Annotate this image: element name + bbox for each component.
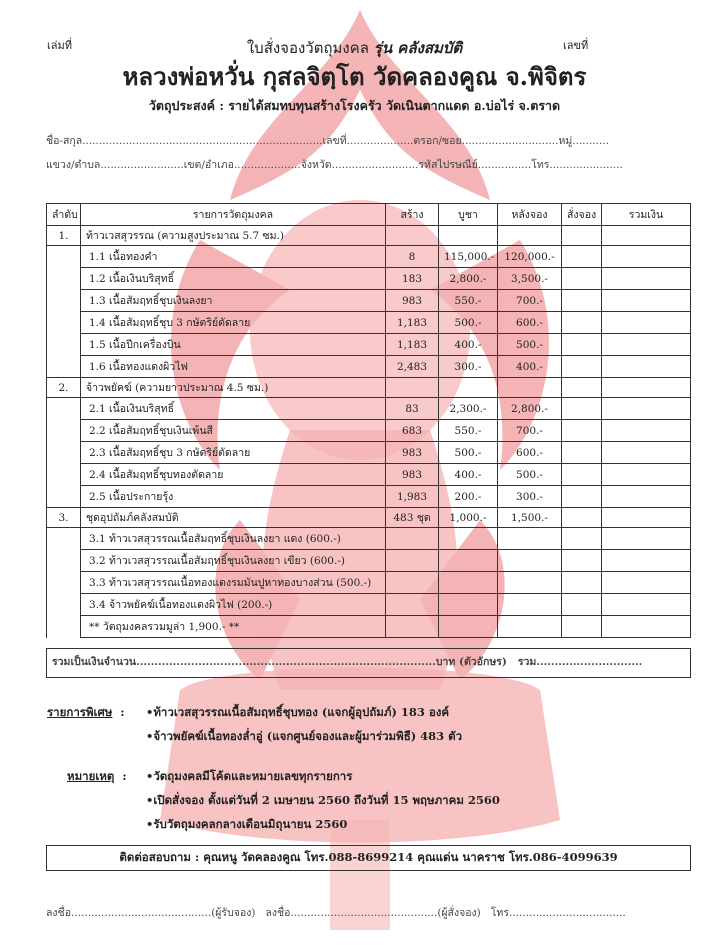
item-made: 83 (386, 398, 439, 420)
special-section: รายการพิเศษ : (47, 705, 125, 719)
sum-label: รวม (517, 656, 537, 668)
sign1-label: ลงชื่อ (46, 907, 71, 919)
special-list (146, 700, 462, 748)
after-price (498, 226, 562, 246)
special-item: •จ้าวพยัคฆ์เนื้อทองล่ำอู่ (แจกศูนย์จองและผู้มาร่วมพิธี) 483 ตัว (146, 729, 463, 743)
notes-list (146, 764, 500, 836)
item-name: 2.1 เนื้อเงินบริสุทธิ์ (81, 398, 386, 420)
order-qty-cell[interactable] (562, 312, 602, 334)
province-label: จังหวัด (300, 159, 332, 171)
total-amount-cell[interactable] (602, 420, 691, 442)
item-after: 700.- (498, 420, 562, 442)
blank-no-cell (47, 334, 81, 356)
blank-no-cell (47, 398, 81, 420)
total-amount-cell[interactable] (602, 508, 691, 528)
item-name: 1.6 เนื้อทองแดงผิวไฟ (81, 356, 386, 378)
table-row (47, 550, 691, 572)
col-header-made: สร้าง (386, 204, 439, 226)
total-amount-cell[interactable] (602, 398, 691, 420)
order-title-text: ใบสั่งจองวัตถุมงคล (246, 39, 369, 57)
contact-text: ติดต่อสอบถาม : คุณหนู วัดคลองคูณ โทร.088-8699214 คุณแด่น นาคราช โทร.086-4099639 (119, 850, 618, 864)
item-name: ** วัตถุมงคลรวมมูล่า 1,900.- ** (81, 616, 386, 638)
order-qty-cell[interactable] (562, 268, 602, 290)
house-no-label: เลขที่ (322, 135, 347, 147)
blank-no-cell (47, 290, 81, 312)
total-line (52, 655, 642, 669)
order-qty-cell[interactable] (562, 508, 602, 528)
table-row (47, 246, 691, 268)
order-qty-cell[interactable] (562, 398, 602, 420)
blank-no-cell (47, 420, 81, 442)
order-qty-cell[interactable] (562, 356, 602, 378)
order-qty-cell[interactable] (562, 420, 602, 442)
total-amount-cell[interactable] (602, 356, 691, 378)
blank-no-cell (47, 572, 81, 594)
blank-no-cell (47, 442, 81, 464)
item-after: 700.- (498, 290, 562, 312)
main-title: หลวงพ่อหวั่น กุสลจิตฺโต วัดคลองคูณ จ.พิจิตร (122, 62, 587, 91)
item-after (498, 550, 562, 572)
postcode-field[interactable]: ................ (477, 159, 532, 171)
sum-field[interactable]: ............................. (536, 656, 643, 668)
item-price: 500.- (439, 312, 498, 334)
order-qty-cell[interactable] (562, 246, 602, 268)
item-made (386, 616, 439, 638)
order-qty-cell[interactable] (562, 442, 602, 464)
district-label: เขต/อำเภอ (183, 159, 234, 171)
item-name: 1.4 เนื้อสัมฤทธิ์ชุบ 3 กษัตริย์ตัดลาย (81, 312, 386, 334)
item-after: 300.- (498, 486, 562, 508)
total-amount-cell[interactable] (602, 486, 691, 508)
item-after: 600.- (498, 312, 562, 334)
item-made: 8 (386, 246, 439, 268)
subdistrict-field[interactable]: ......................... (100, 159, 184, 171)
item-made: 983 (386, 442, 439, 464)
col-header-after: หลังจอง (498, 204, 562, 226)
item-price: 400.- (439, 334, 498, 356)
order-qty-cell[interactable] (562, 594, 602, 616)
total-amount-cell[interactable] (602, 334, 691, 356)
total-amount-cell[interactable] (602, 442, 691, 464)
item-name: 3.2 ท้าวเวสสุวรรณเนื้อสัมฤทธิ์ชุบเงินลงยา เขียว (600.-) (81, 550, 386, 572)
item-after: 400.- (498, 356, 562, 378)
total-amount-cell[interactable] (602, 268, 691, 290)
total-amount-cell[interactable] (602, 246, 691, 268)
orderer-sign-field[interactable]: ............................................ (290, 907, 438, 919)
blank-no-cell (47, 528, 81, 550)
section-row (47, 378, 691, 398)
district-field[interactable]: .................... (233, 159, 301, 171)
total-amount-cell[interactable] (602, 226, 691, 246)
item-price: 550.- (439, 420, 498, 442)
order-title (0, 38, 709, 58)
item-price: 400.- (439, 464, 498, 486)
number-label: เลขที่ (563, 39, 589, 52)
item-made: 983 (386, 290, 439, 312)
item-after (498, 616, 562, 638)
order-qty-cell[interactable] (562, 486, 602, 508)
note-item: •เปิดสั่งจอง ตั้งแต่วันที่ 2 เมษายน 2560 ถึงวันที่ 15 พฤษภาคม 2560 (146, 793, 500, 807)
phone-label: โทร (531, 159, 550, 171)
moo-label: หมู่ (558, 135, 573, 147)
section-number: 1. (47, 226, 81, 246)
item-price: 300.- (439, 356, 498, 378)
item-price: 2,800.- (439, 268, 498, 290)
item-name: 1.1 เนื้อทองคำ (81, 246, 386, 268)
section-number: 3. (47, 508, 81, 528)
item-made: 183 (386, 268, 439, 290)
table-row (47, 312, 691, 334)
order-qty-cell[interactable] (562, 616, 602, 638)
order-qty-cell[interactable] (562, 378, 602, 398)
item-made: 983 (386, 464, 439, 486)
blank-no-cell (47, 246, 81, 268)
item-after: 600.- (498, 442, 562, 464)
total-words-field[interactable]: .................................................................................. (136, 656, 436, 668)
order-qty-cell[interactable] (562, 572, 602, 594)
section-number: 2. (47, 378, 81, 398)
total-amount-cell[interactable] (602, 616, 691, 638)
sign2-label: ลงชื่อ (265, 907, 291, 919)
after-price (498, 378, 562, 398)
table-row (47, 442, 691, 464)
table-row (47, 594, 691, 616)
order-qty-cell[interactable] (562, 334, 602, 356)
total-amount-cell[interactable] (602, 378, 691, 398)
col-header-item: รายการวัตถุมงคล (81, 204, 386, 226)
made-count: 483 ชุด (386, 508, 439, 528)
item-name: 1.2 เนื้อเงินบริสุทธิ์ (81, 268, 386, 290)
section-title: ชุดอุปถัมภ์คลังสมบัติ (81, 508, 386, 528)
special-item: •ท้าวเวสสุวรรณเนื้อสัมฤทธิ์ชุบทอง (แจกผู้อุปถัมภ์) 183 องค์ (146, 705, 450, 719)
item-name: 1.3 เนื้อสัมฤทธิ์ชุบเงินลงยา (81, 290, 386, 312)
total-amount-cell[interactable] (602, 594, 691, 616)
table-row (47, 528, 691, 550)
total-amount-cell[interactable] (602, 312, 691, 334)
table-row (47, 356, 691, 378)
col-header-no: ลำดับ (47, 204, 81, 226)
alley-label: ตรอก/ซอย (413, 135, 462, 147)
total-amount-cell[interactable] (602, 290, 691, 312)
table-row (47, 334, 691, 356)
moo-field[interactable]: ........... (572, 135, 609, 147)
blank-no-cell (47, 464, 81, 486)
table-row (47, 398, 691, 420)
price: 1,000.- (439, 508, 498, 528)
blank-no-cell (47, 550, 81, 572)
blank-no-cell (47, 356, 81, 378)
table-header-row (47, 204, 691, 226)
col-header-price: บูชา (439, 204, 498, 226)
total-amount-cell[interactable] (602, 572, 691, 594)
alley-field[interactable]: ............................. (461, 135, 559, 147)
item-price: 500.- (439, 442, 498, 464)
table-row (47, 290, 691, 312)
name-field[interactable]: ........................................................................ (82, 135, 323, 147)
phone-field[interactable]: ...................... (549, 159, 623, 171)
total-amount-cell[interactable] (602, 550, 691, 572)
made-count (386, 378, 439, 398)
note-item: •รับวัตถุมงคลกลางเดือนมิถุนายน 2560 (146, 817, 348, 831)
baht-words-label: บาท (ตัวอักษร) (435, 656, 507, 668)
col-header-total: รวมเงิน (602, 204, 691, 226)
item-price (439, 550, 498, 572)
name-label: ชื่อ-สกุล (46, 135, 83, 147)
address-line-1 (46, 134, 609, 148)
item-name: 2.5 เนื้อประกายรุ้ง (81, 486, 386, 508)
item-name: 1.5 เนื้อปีกเครื่องบิน (81, 334, 386, 356)
section-row (47, 508, 691, 528)
table-row (47, 572, 691, 594)
item-price (439, 616, 498, 638)
item-after: 3,500.- (498, 268, 562, 290)
note-item: •วัตถุมงคลมีโค้ดและหมายเลขทุกรายการ (146, 769, 353, 783)
item-price: 550.- (439, 290, 498, 312)
orderer-label: (ผู้สั่งจอง) (437, 907, 481, 919)
item-price (439, 594, 498, 616)
item-made: 1,183 (386, 334, 439, 356)
section-title: ท้าวเวสสุวรรณ (ความสูงประมาณ 5.7 ซม.) (81, 226, 386, 246)
order-qty-cell[interactable] (562, 528, 602, 550)
item-made: 1,183 (386, 312, 439, 334)
sign-phone-label: โทร (490, 907, 509, 919)
item-after: 500.- (498, 464, 562, 486)
table-row (47, 420, 691, 442)
item-price: 200.- (439, 486, 498, 508)
notes-section: หมายเหตุ : (67, 769, 127, 783)
item-made (386, 594, 439, 616)
item-made (386, 550, 439, 572)
blank-no-cell (47, 594, 81, 616)
purpose-text: วัตถุประสงค์ : รายได้สมทบทุนสร้างโรงครัว วัดเนินตากแดด อ.บ่อไร่ จ.ตราด (148, 98, 561, 113)
item-price: 2,300.- (439, 398, 498, 420)
made-count (386, 226, 439, 246)
order-table (46, 203, 691, 638)
col-header-order: สั่งจอง (562, 204, 602, 226)
order-qty-cell[interactable] (562, 290, 602, 312)
item-after (498, 528, 562, 550)
item-price: 115,000.- (439, 246, 498, 268)
after-price: 1,500.- (498, 508, 562, 528)
table-row (47, 616, 691, 638)
item-price (439, 572, 498, 594)
item-name: 3.1 ท้าวเวสสุวรรณเนื้อสัมฤทธิ์ชุบเงินลงยา แดง (600.-) (81, 528, 386, 550)
item-price (439, 528, 498, 550)
blank-no-cell (47, 268, 81, 290)
item-name: 3.3 ท้าวเวสสุวรรณเนื้อทองแดงรมมันปูหาทองบางส่วน (500.-) (81, 572, 386, 594)
total-amount-cell[interactable] (602, 464, 691, 486)
section-row (47, 226, 691, 246)
house-no-field[interactable]: .................... (346, 135, 414, 147)
item-made (386, 528, 439, 550)
province-field[interactable]: .......................... (331, 159, 419, 171)
receiver-sign-field[interactable]: .......................................... (71, 907, 212, 919)
notes-label: หมายเหตุ (67, 769, 115, 783)
item-after: 500.- (498, 334, 562, 356)
postcode-label: รหัสไปรษณีย์ (418, 159, 478, 171)
item-name: 2.4 เนื้อสัมฤทธิ์ชุบทองตัดลาย (81, 464, 386, 486)
total-label: รวมเป็นเงินจำนวน (52, 656, 137, 668)
signature-line (46, 906, 626, 920)
table-row (47, 268, 691, 290)
item-name: 2.3 เนื้อสัมฤทธิ์ชุบ 3 กษัตริย์ตัดลาย (81, 442, 386, 464)
total-amount-cell[interactable] (602, 528, 691, 550)
blank-no-cell (47, 486, 81, 508)
sign-phone-field[interactable]: ................................... (509, 907, 626, 919)
item-made: 2,483 (386, 356, 439, 378)
subdistrict-label: แขวง/ตำบล (46, 159, 101, 171)
item-made: 1,983 (386, 486, 439, 508)
item-after: 120,000.- (498, 246, 562, 268)
item-after (498, 572, 562, 594)
order-qty-cell[interactable] (562, 550, 602, 572)
item-made: 683 (386, 420, 439, 442)
item-made (386, 572, 439, 594)
series-name: รุ่น คลังสมบัติ (373, 39, 463, 57)
address-line-2 (46, 158, 623, 172)
price (439, 378, 498, 398)
section-title: จ้าวพยัคฆ์ (ความยาวประมาณ 4.5 ซม.) (81, 378, 386, 398)
item-name: 2.2 เนื้อสัมฤทธิ์ชุบเงินเพ้นสี (81, 420, 386, 442)
item-after: 2,800.- (498, 398, 562, 420)
receiver-label: (ผู้รับจอง) (211, 907, 256, 919)
blank-no-cell (47, 312, 81, 334)
order-qty-cell[interactable] (562, 464, 602, 486)
order-qty-cell[interactable] (562, 226, 602, 246)
price (439, 226, 498, 246)
table-row (47, 464, 691, 486)
book-number-label: เล่มที่ (47, 39, 73, 52)
special-label: รายการพิเศษ (47, 705, 113, 719)
blank-no-cell (47, 616, 81, 638)
table-row (47, 486, 691, 508)
item-name: 3.4 จ้าวพยัคฆ์เนื้อทองแดงผิวไฟ (200.-) (81, 594, 386, 616)
item-after (498, 594, 562, 616)
